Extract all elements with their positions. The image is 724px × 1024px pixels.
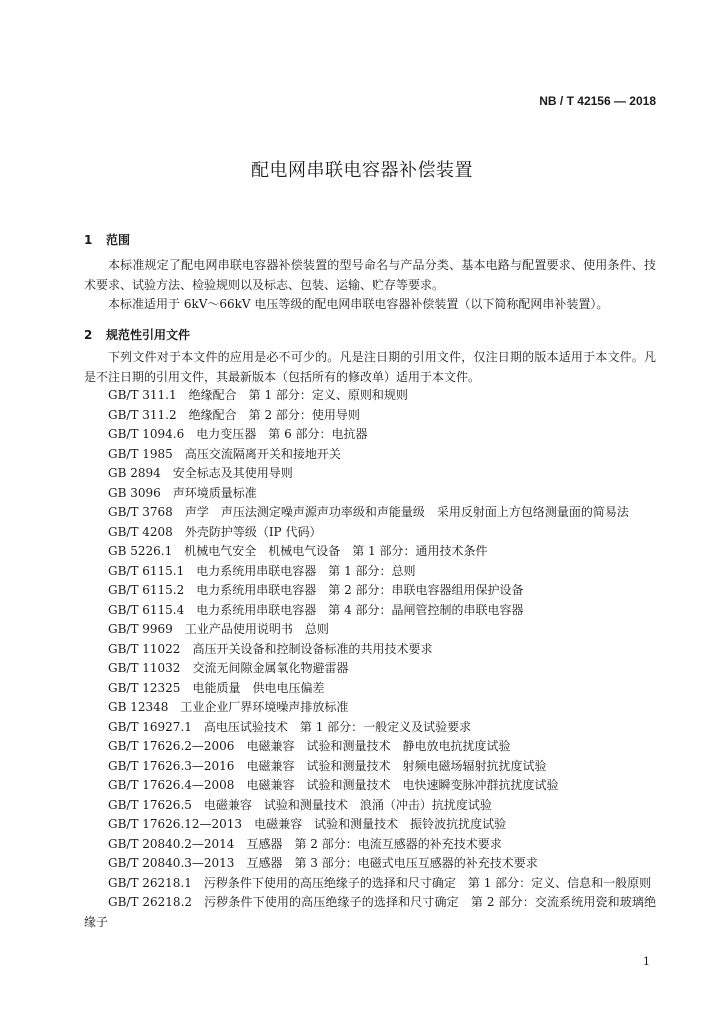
reference-title: 绝缘配合 第 2 部分：使用导则	[188, 407, 360, 422]
reference-title: 外壳防护等级（IP 代码）	[184, 524, 322, 539]
reference-item	[84, 893, 656, 932]
reference-title: 绝缘配合 第 1 部分：定义、原则和规则	[188, 388, 408, 402]
reference-item	[84, 523, 656, 543]
reference-title: 高压交流隔离开关和接地开关	[184, 446, 341, 461]
reference-title: 电力变压器 第 6 部分：电抗器	[196, 427, 368, 441]
reference-code: GB/T 20840.2—2014	[108, 836, 235, 851]
reference-code: GB 12348	[108, 700, 169, 714]
reference-code: GB 5226.1	[108, 544, 173, 558]
page-number: 1	[643, 955, 650, 968]
reference-item	[84, 776, 656, 796]
reference-item	[84, 679, 656, 699]
reference-code: GB/T 17626.5	[108, 797, 192, 812]
reference-code: GB/T 6115.4	[108, 602, 185, 617]
reference-title: 电力系统用串联电容器 第 1 部分：总则	[196, 563, 416, 578]
reference-code: GB/T 9969	[108, 622, 173, 636]
section-1-title: 范围	[106, 233, 131, 247]
reference-code: GB/T 1985	[108, 446, 173, 461]
reference-code: GB/T 11032	[108, 661, 181, 675]
reference-code: GB 3096	[108, 485, 161, 500]
reference-item	[84, 718, 656, 738]
reference-code: GB/T 11022	[108, 641, 181, 656]
reference-code: GB/T 26218.2	[108, 895, 193, 909]
section-1-heading	[84, 231, 130, 248]
reference-title: 安全标志及其使用导则	[172, 466, 293, 480]
standard-code: NB / T 42156 — 2018	[539, 94, 656, 108]
reference-code: GB/T 20840.3—2013	[108, 856, 235, 870]
reference-title: 电力系统用串联电容器 第 4 部分：晶闸管控制的串联电容器	[196, 602, 524, 617]
section-2-number: 2	[84, 328, 93, 342]
reference-title: 机械电气安全 机械电气设备 第 1 部分：通用技术条件	[184, 544, 488, 558]
reference-code: GB/T 12325	[108, 680, 181, 695]
reference-code: GB/T 17626.3—2016	[108, 758, 235, 773]
reference-item	[84, 835, 656, 855]
reference-code: GB/T 311.1	[108, 388, 177, 402]
reference-code: GB/T 6115.1	[108, 563, 185, 578]
reference-code: GB/T 4208	[108, 524, 173, 539]
reference-item	[84, 503, 656, 523]
reference-item	[84, 562, 656, 582]
reference-code: GB/T 17626.4—2008	[108, 778, 235, 792]
reference-code: GB/T 26218.1	[108, 875, 192, 890]
reference-item	[84, 815, 656, 835]
reference-item	[84, 386, 656, 406]
reference-title: 互感器 第 3 部分：电磁式电压互感器的补充技术要求	[246, 856, 538, 870]
reference-code: GB/T 311.2	[108, 407, 177, 422]
reference-code: GB/T 6115.2	[108, 583, 185, 597]
reference-item	[84, 425, 656, 445]
reference-title: 电磁兼容 试验和测量技术 静电放电抗扰度试验	[246, 739, 511, 753]
reference-item	[84, 464, 656, 484]
reference-title: 电能质量 供电电压偏差	[192, 680, 325, 695]
reference-item	[84, 737, 656, 757]
reference-item	[84, 542, 656, 562]
section-2-heading	[84, 326, 190, 343]
reference-item	[84, 659, 656, 679]
reference-title: 高电压试验技术 第 1 部分：一般定义及试验要求	[203, 719, 472, 734]
reference-item	[84, 698, 656, 718]
reference-title: 电磁兼容 试验和测量技术 电快速瞬变脉冲群抗扰度试验	[246, 778, 559, 792]
reference-item	[84, 620, 656, 640]
reference-title: 污秽条件下使用的高压绝缘子的选择和尺寸确定 第 1 部分：定义、信息和一般原则	[203, 875, 652, 890]
reference-code: GB/T 17626.2—2006	[108, 739, 235, 753]
reference-item	[84, 757, 656, 777]
reference-title: 声环境质量标准	[172, 485, 257, 500]
references-intro: 下列文件对于本文件的应用是必不可少的。凡是注日期的引用文件，仅注日期的版本适用于本文件。凡是不注日期的引用文件，其最新版本（包括所有的修改单）适用于本文件。	[84, 350, 656, 384]
reference-title: 污秽条件下使用的高压绝缘子的选择和尺寸确定 第 2 部分：交流系统用瓷和玻璃绝缘子	[84, 895, 656, 929]
reference-title: 工业企业厂界环境噪声排放标准	[180, 700, 349, 714]
reference-item	[84, 581, 656, 601]
reference-title: 互感器 第 2 部分：电流互感器的补充技术要求	[246, 836, 502, 851]
reference-title: 高压开关设备和控制设备标准的共用技术要求	[192, 641, 433, 656]
section-2-title: 规范性引用文件	[106, 328, 191, 342]
reference-item	[84, 406, 656, 426]
reference-title: 电磁兼容 试验和测量技术 浪涌（冲击）抗扰度试验	[203, 797, 492, 812]
reference-title: 电磁兼容 试验和测量技术 射频电磁场辐射抗扰度试验	[246, 758, 547, 773]
reference-code: GB/T 17626.12—2013	[108, 817, 243, 831]
reference-title: 交流无间隙金属氧化物避雷器	[192, 661, 349, 675]
normative-references-list	[84, 386, 656, 932]
reference-code: GB/T 16927.1	[108, 719, 192, 734]
reference-title: 电力系统用串联电容器 第 2 部分：串联电容器组用保护设备	[196, 583, 524, 597]
reference-code: GB 2894	[108, 466, 161, 480]
document-title: 配电网串联电容器补偿装置	[251, 160, 473, 181]
reference-item	[84, 854, 656, 874]
reference-item	[84, 484, 656, 504]
reference-item	[84, 640, 656, 660]
reference-title: 电磁兼容 试验和测量技术 振铃波抗扰度试验	[254, 817, 507, 831]
reference-title: 工业产品使用说明书 总则	[184, 622, 329, 636]
reference-code: GB/T 1094.6	[108, 427, 185, 441]
reference-item	[84, 874, 656, 894]
scope-paragraph-2: 本标准适用于 6kV～66kV 电压等级的配电网串联电容器补偿装置（以下简称配网串补装置）。	[108, 297, 609, 311]
section-1-number: 1	[84, 233, 93, 247]
reference-item	[84, 601, 656, 621]
scope-paragraph-1: 本标准规定了配电网串联电容器补偿装置的型号命名与产品分类、基本电路与配置要求、使用条件、技术要求、试验方法、检验规则以及标志、包装、运输、贮存等要求。	[84, 258, 656, 292]
reference-item	[84, 445, 656, 465]
reference-item	[84, 796, 656, 816]
reference-code: GB/T 3768	[108, 505, 173, 519]
reference-title: 声学 声压法测定噪声源声功率级和声能量级 采用反射面上方包络测量面的简易法	[184, 505, 629, 519]
